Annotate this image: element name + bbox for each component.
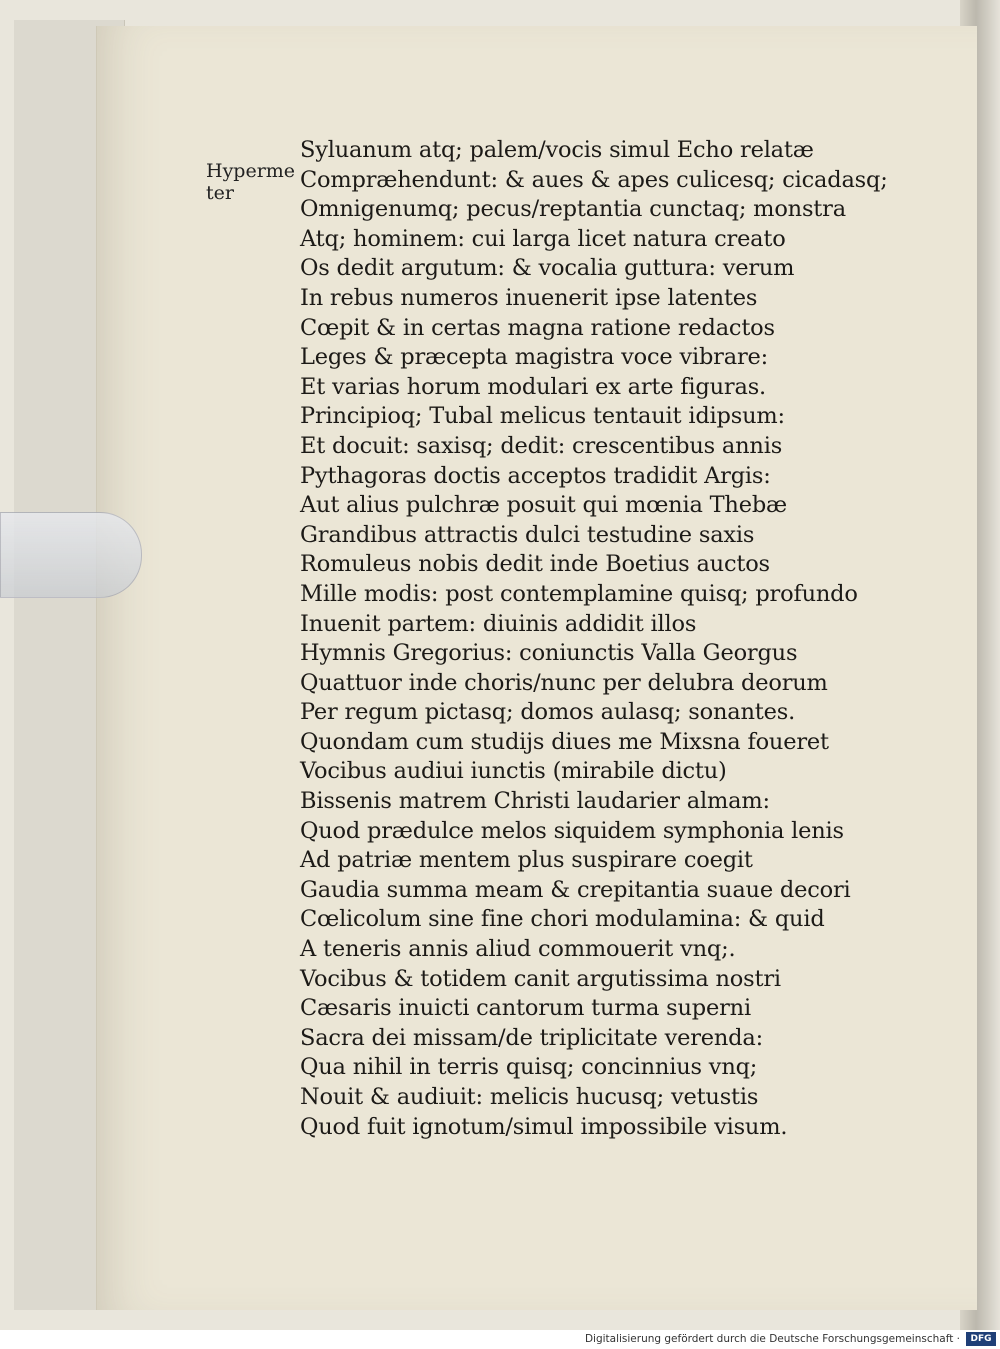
poem-line: Syluanum atq; palem/vocis simul Echo relatæ — [300, 137, 814, 163]
poem-line: Cæsaris inuicti cantorum turma superni — [300, 995, 751, 1022]
poem-line: Inuenit partem: diuinis addidit illos — [300, 610, 697, 637]
poem-line: Per regum pictasq; domos aulasq; sonantes. — [300, 699, 796, 726]
poem-line: Vocibus & totidem canit argutissima nostri — [300, 965, 781, 992]
dfg-logo: DFG — [966, 1332, 996, 1346]
poem-line: In rebus numeros inuenerit ipse latentes — [300, 284, 758, 311]
poem-line: Leges & præcepta magistra voce vibrare: — [300, 344, 769, 371]
poem-line: Cœpit & in certas magna ratione redactos — [300, 314, 775, 341]
poem-line: Omnigenumq; pecus/reptantia cunctaq; monstra — [300, 196, 846, 223]
poem-line: Quondam cum studijs diues me Mixsna foueret — [300, 728, 829, 755]
poem-line: Pythagoras doctis acceptos tradidit Argis: — [300, 462, 771, 489]
poem-line: Cœlicolum sine fine chori modulamina: & quid — [300, 906, 825, 933]
poem-text — [300, 136, 888, 1142]
poem-line: Et docuit: saxisq; dedit: crescentibus annis — [300, 432, 783, 459]
poem-line: Quattuor inde choris/nunc per delubra deorum — [300, 669, 828, 696]
margin-note-line: Hyperme — [206, 160, 296, 182]
poem-line: Quod fuit ignotum/simul impossibile visum. — [300, 1113, 788, 1140]
footer-bar — [0, 1330, 1000, 1349]
poem-line: Ad patriæ mentem plus suspirare coegit — [300, 847, 753, 874]
poem-line: Nouit & audiuit: melicis hucusq; vetustis — [300, 1084, 759, 1110]
poem-line: Atq; hominem: cui larga licet natura creato — [300, 225, 786, 252]
poem-line: Quod prædulce melos siquidem symphonia lenis — [300, 817, 844, 844]
poem-line: Grandibus attractis dulci testudine saxis — [300, 521, 755, 548]
margin-note-line: ter — [206, 182, 234, 204]
poem-line: Os dedit argutum: & vocalia guttura: verum — [300, 255, 795, 282]
poem-line: Principioq; Tubal melicus tentauit idipsum: — [300, 403, 785, 430]
poem-line: Gaudia summa meam & crepitantia suaue decori — [300, 876, 851, 903]
margin-note — [206, 160, 295, 204]
poem-line: A teneris annis aliud commouerit vnq;. — [300, 936, 736, 963]
poem-line: Hymnis Gregorius: coniunctis Valla Georgus — [300, 640, 798, 667]
poem-line: Et varias horum modulari ex arte figuras. — [300, 373, 766, 400]
poem-line: Bissenis matrem Christi laudarier almam: — [300, 788, 770, 815]
funding-notice: Digitalisierung gefördert durch die Deutsche Forschungsgemeinschaft · — [584, 1333, 960, 1345]
poem-line: Vocibus audiui iunctis (mirabile dictu) — [300, 758, 727, 785]
page-clip — [0, 512, 142, 598]
poem-line: Romuleus nobis dedit inde Boetius auctos — [300, 551, 770, 578]
poem-line: Qua nihil in terris quisq; concinnius vnq; — [300, 1054, 758, 1081]
poem-line: Aut alius pulchræ posuit qui mœnia Thebæ — [300, 492, 787, 519]
poem-line: Mille modis: post contemplamine quisq; profundo — [300, 580, 858, 607]
poem-line: Sacra dei missam/de triplicitate verenda: — [300, 1024, 763, 1051]
poem-line: Compræhendunt: & aues & apes culicesq; cicadasq; — [300, 166, 888, 193]
